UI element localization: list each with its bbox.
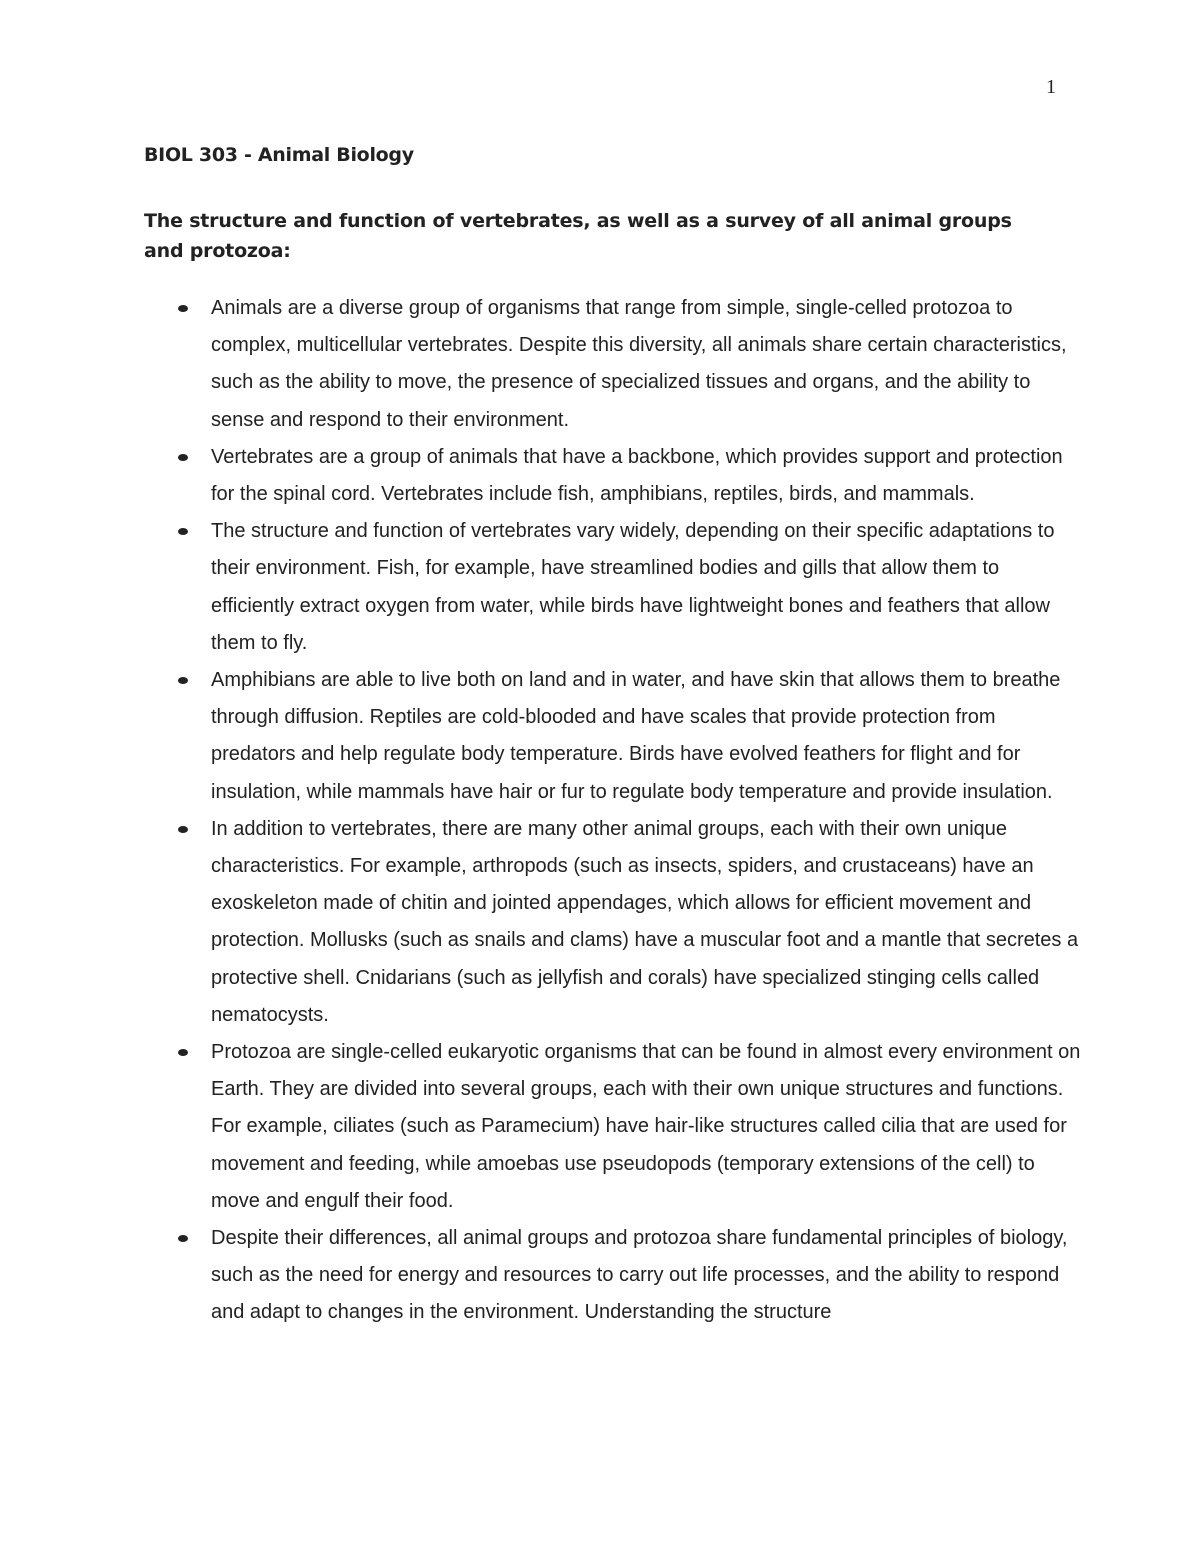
bullet-text: Despite their differences, all animal groups and protozoa share fundamental principles of biology, such as the need for energy and resources to carry out life processes, and the ability to respond and adapt to changes in the environment. Understanding the structure bbox=[211, 1227, 1068, 1324]
bullet-item-vertebrates bbox=[211, 439, 1081, 513]
bullet-item-amphibians-reptiles bbox=[211, 662, 1081, 811]
bullet-text: The structure and function of vertebrates vary widely, depending on their specific adaptations to their environment. Fish, for example, have streamlined bodies and gills that allow them to efficiently extract oxygen from water, while birds have lightweight bones and feathers that allow them to fly. bbox=[211, 520, 1055, 654]
section-heading: The structure and function of vertebrates, as well as a survey of all animal groups and protozoa: bbox=[144, 210, 1012, 262]
bullet-dot-icon bbox=[178, 528, 188, 535]
bullet-item-protozoa bbox=[211, 1034, 1081, 1220]
bullet-text: In addition to vertebrates, there are many other animal groups, each with their own unique characteristics. For example, arthropods (such as insects, spiders, and crustaceans) have an exoskeleton made of chitin and jointed appendages, which allows for efficient movement and protection. Mollusks (such as snails and clams) have a muscular foot and a mantle that secretes a protective shell. Cnidarians (such as jellyfish and corals) have specialized stinging cells called nematocysts. bbox=[211, 817, 1079, 1026]
bullet-dot-icon bbox=[178, 1235, 188, 1242]
bullet-dot-icon bbox=[178, 826, 188, 833]
bullet-item-other-animal-groups bbox=[211, 811, 1081, 1034]
bullet-dot-icon bbox=[178, 1049, 188, 1056]
bullet-item-shared-principles bbox=[211, 1220, 1081, 1332]
bullet-text: Vertebrates are a group of animals that have a backbone, which provides support and protection for the spinal cord. Vertebrates include fish, amphibians, reptiles, birds, and mammals. bbox=[211, 445, 1063, 506]
bullet-list bbox=[211, 290, 1081, 1332]
bullet-text: Animals are a diverse group of organisms that range from simple, single-celled protozoa to complex, multicellular vertebrates. Despite this diversity, all animals share certain characteristics, such as the ability to move, the presence of specialized tissues and organs, and the ability to sense and respond to their environment. bbox=[211, 297, 1067, 431]
bullet-dot-icon bbox=[178, 454, 188, 461]
bullet-dot-icon bbox=[178, 305, 188, 312]
bullet-dot-icon bbox=[178, 677, 188, 684]
bullet-item-animals-diversity bbox=[211, 290, 1081, 439]
course-title: BIOL 303 - Animal Biology bbox=[144, 144, 414, 166]
bullet-text: Protozoa are single-celled eukaryotic organisms that can be found in almost every environment on Earth. They are divided into several groups, each with their own unique structures and functions. For example, ciliates (such as Paramecium) have hair-like structures called cilia that are used for movement and feeding, while amoebas use pseudopods (temporary extensions of the cell) to move and engulf their food. bbox=[211, 1041, 1081, 1212]
bullet-item-vertebrate-structure bbox=[211, 513, 1081, 662]
bullet-text: Amphibians are able to live both on land and in water, and have skin that allows them to breathe through diffusion. Reptiles are cold-blooded and have scales that provide protection from predators and help regulate body temperature. Birds have evolved feathers for flight and for insulation, while mammals have hair or fur to regulate body temperature and provide insulation. bbox=[211, 669, 1061, 803]
page-number: 1 bbox=[1046, 76, 1056, 98]
